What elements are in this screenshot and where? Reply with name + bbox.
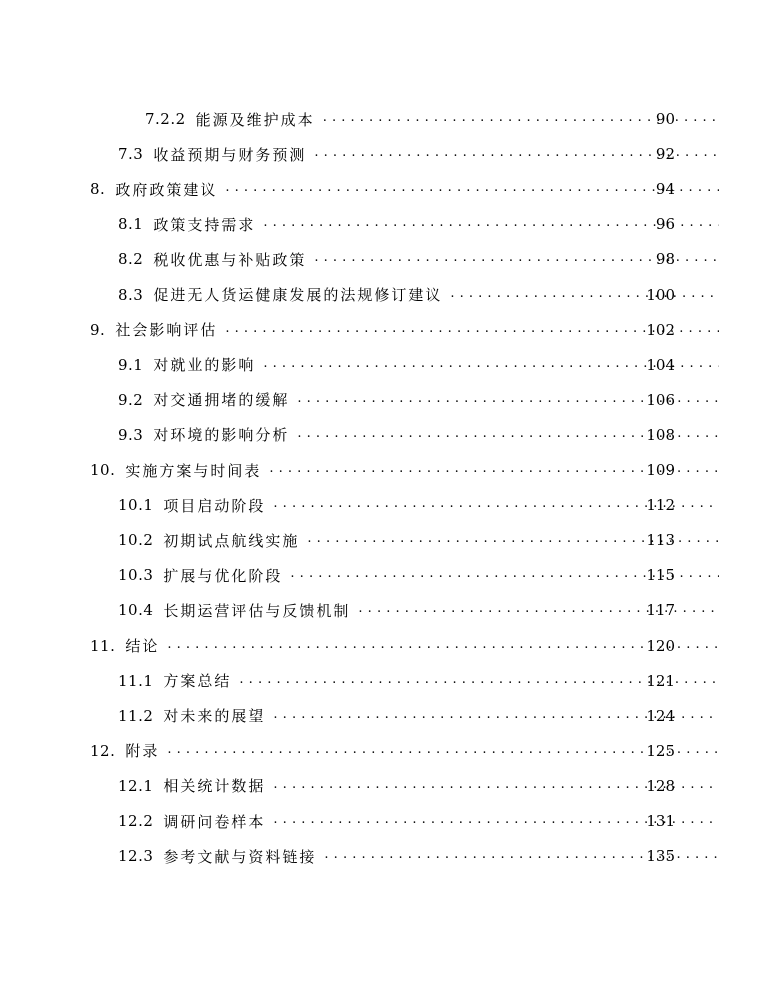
toc-entry-number: 7.3 (118, 145, 144, 164)
toc-entry-title: 对就业的影响 (153, 356, 256, 375)
toc-entry[interactable] (0, 844, 765, 868)
toc-entry-title: 初期试点航线实施 (163, 531, 300, 550)
toc-entry-page-number: 124 (646, 706, 675, 725)
toc-entry[interactable] (0, 704, 765, 728)
toc-dot-leader (450, 283, 719, 307)
toc-entry-number: 8.2 (118, 250, 144, 269)
toc-entry[interactable] (0, 634, 765, 658)
toc-entry-number: 12. (90, 741, 116, 760)
toc-entry-page-number: 120 (646, 636, 675, 655)
toc-entry[interactable] (0, 177, 765, 201)
toc-entry-number: 10.1 (118, 496, 154, 515)
toc-entry-title: 结论 (125, 637, 160, 655)
toc-entry-page-number: 100 (646, 285, 675, 304)
toc-entry[interactable] (0, 388, 765, 412)
toc-entry[interactable] (0, 774, 765, 798)
toc-entry-page-number: 112 (646, 496, 675, 515)
toc-entry-number: 12.2 (118, 812, 154, 830)
toc-entry-title: 促进无人货运健康发展的法规修订建议 (153, 286, 443, 304)
toc-entry-page-number: 131 (646, 812, 675, 830)
toc-entry-page-number: 104 (646, 355, 675, 374)
toc-entry-page-number: 98 (655, 250, 675, 269)
toc-entry-number: 10. (90, 461, 116, 479)
toc-entry-title: 方案总结 (163, 672, 232, 691)
toc-entry-title: 附录 (125, 742, 160, 761)
toc-entry-number: 9.3 (118, 425, 144, 444)
toc-entry-page-number: 96 (655, 215, 675, 234)
toc-entry-title: 扩展与优化阶段 (163, 566, 283, 585)
toc-entry-title: 能源及维护成本 (195, 110, 315, 129)
toc-entry-page-number: 135 (646, 847, 675, 866)
toc-entry-number: 11.1 (118, 671, 154, 690)
toc-entry-page-number: 106 (646, 390, 675, 409)
toc-entry-title: 对环境的影响分析 (153, 426, 290, 445)
toc-entry-title: 实施方案与时间表 (125, 461, 262, 480)
toc-entry-number: 9.2 (118, 390, 144, 409)
toc-entry-page-number: 92 (655, 145, 675, 164)
toc-entry-title: 社会影响评估 (115, 321, 218, 340)
toc-entry-title: 政府政策建议 (115, 180, 218, 199)
toc-entry[interactable] (0, 563, 765, 587)
toc-entry[interactable] (0, 423, 765, 447)
toc-entry-title: 收益预期与财务预测 (153, 145, 307, 164)
toc-entry[interactable] (0, 212, 765, 236)
toc-entry[interactable] (0, 318, 765, 342)
toc-entry-number: 10.4 (118, 601, 154, 620)
toc-entry[interactable] (0, 353, 765, 377)
toc-entry-title: 对交通拥堵的缓解 (153, 391, 290, 410)
toc-entry-number: 9. (90, 320, 106, 339)
toc-entry[interactable] (0, 107, 765, 131)
toc-entry-page-number: 117 (646, 601, 675, 620)
toc-entry[interactable] (0, 669, 765, 693)
toc-entry[interactable] (0, 283, 765, 307)
toc-entry-page-number: 128 (646, 776, 675, 795)
toc-entry-page-number: 125 (646, 741, 675, 760)
toc-entry-number: 10.3 (118, 566, 154, 585)
toc-entry-number: 8.1 (118, 215, 144, 234)
toc-entry-page-number: 121 (646, 671, 675, 690)
toc-entry[interactable] (0, 247, 765, 271)
toc-entry-title: 政策支持需求 (153, 215, 256, 234)
toc-entry-title: 参考文献与资料链接 (163, 847, 317, 866)
toc-entry-number: 12.3 (118, 847, 154, 866)
toc-entry-number: 8. (90, 180, 106, 199)
toc-entry[interactable] (0, 739, 765, 763)
toc-entry-title: 税收优惠与补贴政策 (153, 250, 307, 269)
toc-entry-number: 11.2 (118, 706, 154, 725)
toc-entry-page-number: 108 (646, 425, 675, 444)
toc-entry-page-number: 94 (655, 180, 675, 199)
toc-entry-title: 长期运营评估与反馈机制 (163, 601, 351, 620)
toc-entry[interactable] (0, 598, 765, 622)
toc-entry[interactable] (0, 493, 765, 517)
toc-entry-page-number: 109 (646, 461, 675, 479)
toc-entry-title: 调研问卷样本 (163, 812, 266, 831)
toc-entry-page-number: 102 (646, 320, 675, 339)
toc-entry-number: 10.2 (118, 531, 154, 550)
toc-entry-number: 8.3 (118, 285, 144, 304)
toc-entry-number: 7.2.2 (145, 110, 186, 128)
toc-entry-number: 12.1 (118, 776, 154, 795)
toc-entry[interactable] (0, 142, 765, 166)
toc-entry-page-number: 90 (655, 110, 675, 128)
toc-entry-page-number: 115 (646, 566, 675, 585)
toc-entry-number: 9.1 (118, 355, 144, 374)
toc-entry-title: 相关统计数据 (163, 777, 266, 796)
toc-entry[interactable] (0, 809, 765, 833)
toc-entry-title: 项目启动阶段 (163, 496, 266, 515)
toc-entry-page-number: 113 (646, 531, 675, 550)
toc-entry[interactable] (0, 458, 765, 482)
toc-entry[interactable] (0, 528, 765, 552)
toc-entry-number: 11. (90, 636, 116, 655)
toc-entry-title: 对未来的展望 (163, 707, 266, 726)
